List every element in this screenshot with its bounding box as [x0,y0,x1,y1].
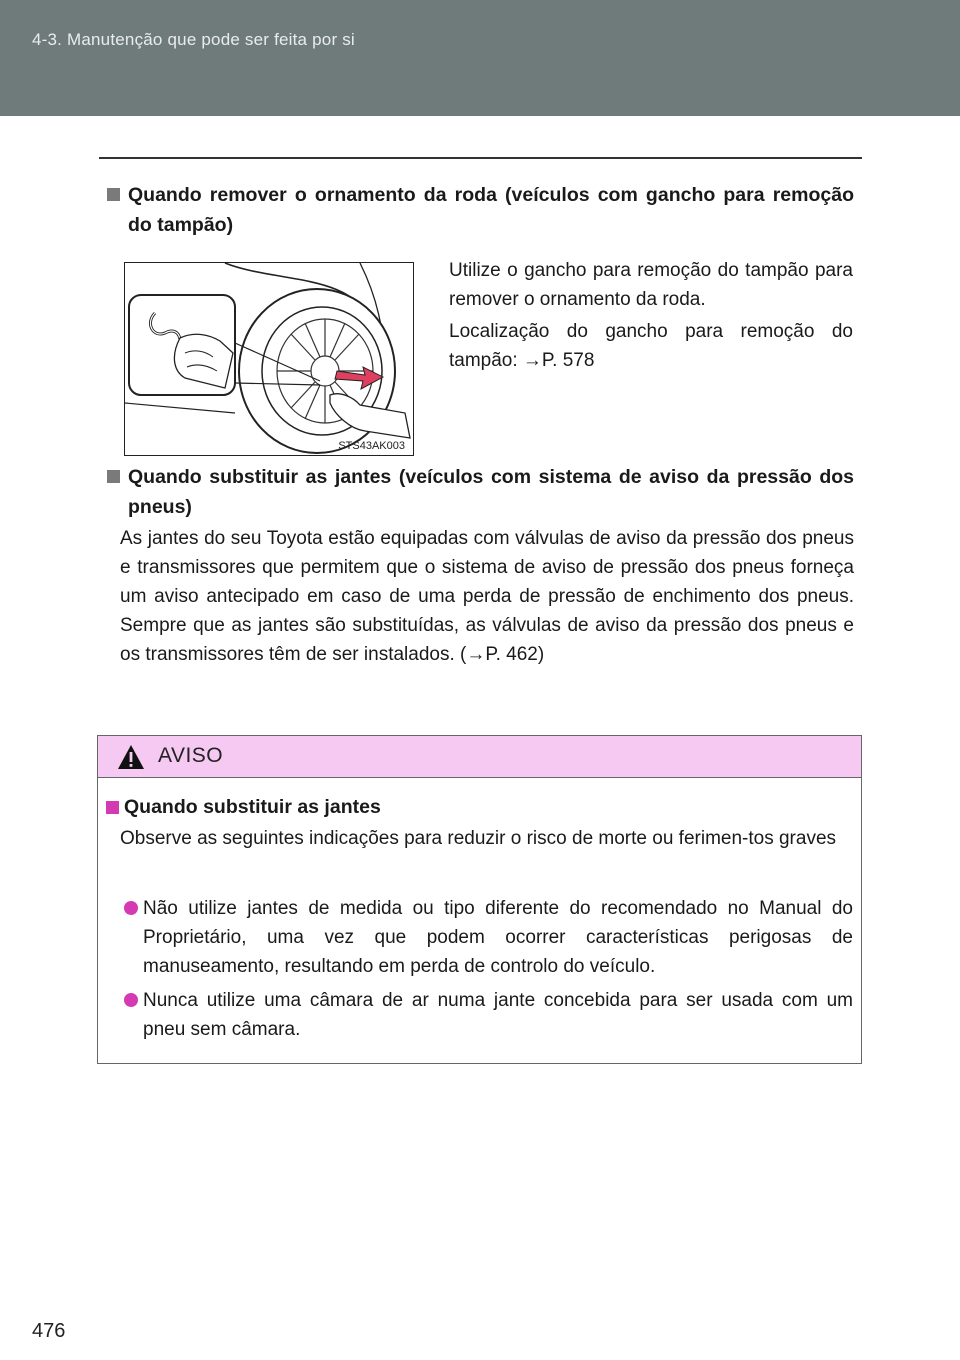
warning-intro: Observe as seguintes indicações para reduzir o risco de morte ou ferimen-tos graves [120,828,837,849]
wheel-illustration-drawing [125,263,414,456]
warning-triangle-icon [116,743,146,771]
warning-header [98,736,861,778]
paragraph-tpms-valves: As jantes do seu Toyota estão equipadas com válvulas de aviso da pressão dos pneus e transmissores que permitem que o sistema de aviso de pressão dos pneus forneça um aviso antecipado em caso de uma perda de pressão de enchimento dos pneus. Sempre que as jantes são substituídas, as válvulas de aviso da pressão dos pneus e os transmissores têm de ser instalados. (→P. 462) [120,528,854,665]
image-code: STS43AK003 [338,440,405,452]
warning-bullet: Não utilize jantes de medida ou tipo diferente do recomendado no Manual do Proprietário, uma vez que podem ocorrer características perigosas de manuseamento, resultando em perda de controlo do veículo. [143,894,853,981]
square-bullet-icon [107,470,120,483]
section-heading-replace-wheels: Quando substituir as jantes (veículos com sistema de aviso da pressão dos pneus) [128,462,854,522]
warning-box [97,735,862,1064]
round-bullet-icon [124,901,138,915]
warning-subheading: Quando substituir as jantes [124,793,381,822]
page-header [0,0,960,116]
paragraph-hook-location: Localização do gancho para remoção do tampão: →P. 578 [449,321,853,371]
square-bullet-icon [106,801,119,814]
paragraph-use-hook: Utilize o gancho para remoção do tampão para remover o ornamento da roda. [449,260,853,310]
square-bullet-icon [107,188,120,201]
wheel-ornament-illustration [124,262,414,456]
breadcrumb: 4-3. Manutenção que pode ser feita por si [32,30,355,49]
page-number: 476 [32,1320,66,1342]
warning-title: AVISO [158,744,224,767]
warning-bullet: Nunca utilize uma câmara de ar numa jante concebida para ser usada com um pneu sem câmara. [143,986,853,1044]
round-bullet-icon [124,993,138,1007]
divider [99,157,862,159]
section-heading-remove-ornament: Quando remover o ornamento da roda (veículos com gancho para remoção do tampão) [128,180,854,240]
